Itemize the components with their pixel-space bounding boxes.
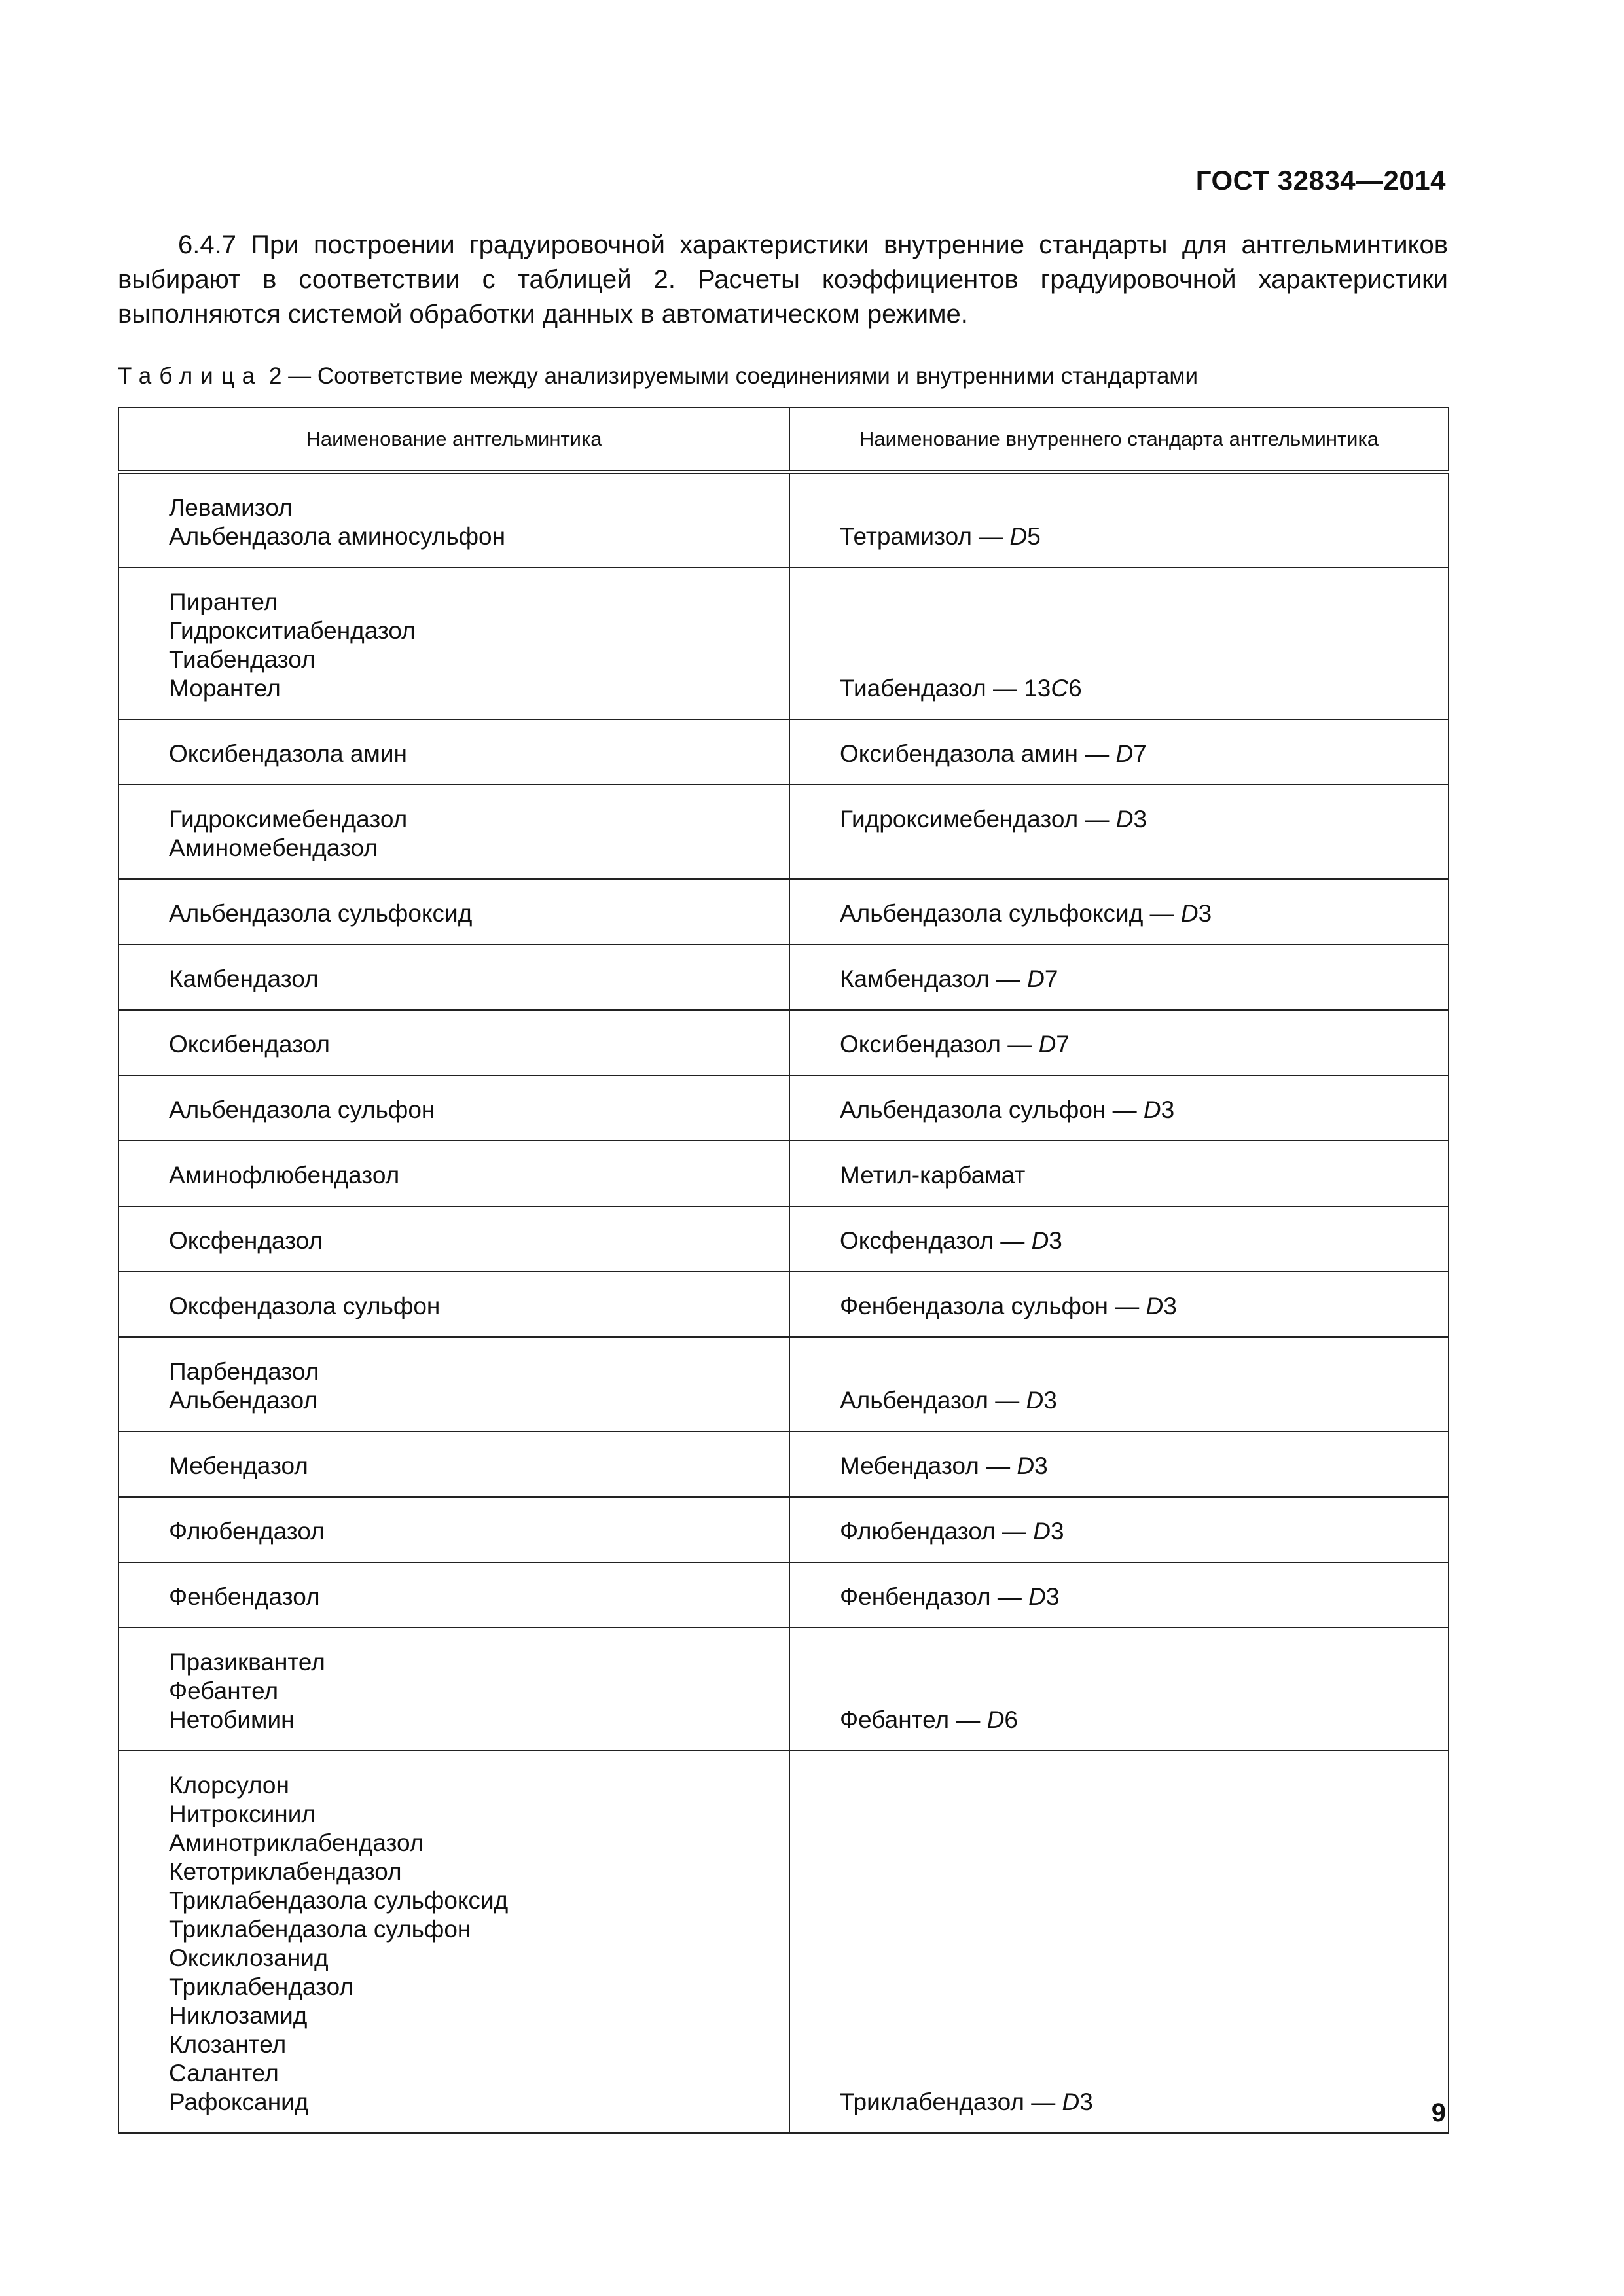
page-number: 9 (1431, 2098, 1446, 2127)
anthelmintic-name: Тиабендазол (169, 646, 316, 673)
anthelmintic-name: Рафоксанид (169, 2089, 309, 2115)
standard-isotope-label: D (1038, 1031, 1056, 1058)
internal-standard-name (840, 1452, 1435, 1480)
anthelmintic-name: Альбендазол (169, 1387, 317, 1414)
standard-isotope-label: D (1027, 965, 1045, 992)
internal-standard-cell (789, 1562, 1449, 1628)
standard-isotope-count: 3 (1133, 806, 1147, 833)
standard-isotope-label: D (1146, 1293, 1164, 1319)
table-row (118, 785, 1449, 879)
anthelmintic-cell (118, 1751, 789, 2133)
internal-standard-name (840, 1517, 1435, 1546)
table-row (118, 472, 1449, 567)
anthelmintic-cell (118, 1075, 789, 1141)
standard-base-text: Камбендазол — (840, 965, 1028, 992)
standard-isotope-count: 3 (1198, 900, 1212, 927)
internal-standard-name (840, 674, 1435, 703)
anthelmintic-cell (118, 1272, 789, 1337)
standard-isotope-label: D (1143, 1096, 1161, 1123)
anthelmintic-name: Салантел (169, 2060, 279, 2087)
standard-isotope-label: D (1115, 740, 1134, 767)
table-row (118, 879, 1449, 944)
internal-standard-cell (789, 1431, 1449, 1497)
internal-standard-name (840, 1096, 1435, 1124)
standard-base-text: Оксибендазола амин — (840, 740, 1116, 767)
anthelmintic-cell (118, 472, 789, 567)
anthelmintic-name: Нетобимин (169, 1706, 295, 1733)
standard-base-text: Альбендазола сульфон — (840, 1096, 1144, 1123)
table-row (118, 1431, 1449, 1497)
anthelmintic-name: Аминофлюбендазол (169, 1162, 400, 1189)
standard-base-text: Альбендазола сульфоксид — (840, 900, 1181, 927)
table-caption-label: Таблица (118, 363, 263, 389)
standard-designation: ГОСТ 32834—2014 (1195, 165, 1446, 196)
internal-standard-cell (789, 1628, 1449, 1751)
standard-isotope-count: 7 (1044, 965, 1058, 992)
anthelmintic-cell (118, 1010, 789, 1075)
table-caption-text: — Соответствие между анализируемыми соединениями и внутренними стандартами (288, 363, 1199, 389)
anthelmintic-cell (118, 719, 789, 785)
standard-base-text: Флюбендазол — (840, 1518, 1034, 1545)
anthelmintic-name: Альбендазола сульфон (169, 1096, 435, 1123)
standard-isotope-count: 3 (1050, 1518, 1064, 1545)
standard-isotope-count: 3 (1161, 1096, 1175, 1123)
standard-isotope-count: 6 (1004, 1706, 1018, 1733)
standard-base-text: Тетрамизол — (840, 523, 1010, 550)
anthelmintic-cell (118, 1431, 789, 1497)
table-row (118, 1010, 1449, 1075)
anthelmintic-name: Альбендазола сульфоксид (169, 900, 473, 927)
column-header-anthelmintic: Наименование антгельминтика (118, 408, 789, 472)
table-row (118, 1628, 1449, 1751)
standard-isotope-count: 3 (1163, 1293, 1177, 1319)
internal-standard-name (840, 522, 1435, 551)
anthelmintic-cell (118, 1337, 789, 1431)
table-row (118, 1075, 1449, 1141)
table-row (118, 1141, 1449, 1206)
table-row (118, 1206, 1449, 1272)
internal-standard-cell (789, 879, 1449, 944)
internal-standard-name (840, 899, 1435, 928)
anthelmintic-name: Кетотриклабендазол (169, 1858, 402, 1885)
anthelmintic-name: Флюбендазол (169, 1518, 325, 1545)
standard-base-text: Мебендазол — (840, 1452, 1017, 1479)
standard-base-text: Триклабендазол — (840, 2089, 1062, 2115)
standard-isotope-label: D (1009, 523, 1028, 550)
anthelmintic-name: Аминомебендазол (169, 834, 378, 861)
standard-isotope-count: 6 (1068, 675, 1082, 702)
column-header-internal-standard: Наименование внутреннего стандарта антгельминтика (789, 408, 1449, 472)
standard-isotope-count: 3 (1043, 1387, 1057, 1414)
internal-standard-cell (789, 944, 1449, 1010)
anthelmintic-name: Клорсулон (169, 1772, 289, 1799)
table-body (118, 472, 1449, 2133)
table-caption (118, 362, 1198, 391)
table-row (118, 1272, 1449, 1337)
table-caption-number: 2 (268, 363, 282, 389)
anthelmintic-name: Нитроксинил (169, 1801, 316, 1827)
paragraph-text: 6.4.7 При построении градуировочной характеристики внутренние стандарты для антгельминтиков выбирают в соответствии с таблицей 2. Расчеты коэффициентов градуировочной характеристики выполняются системой обработки данных в автоматическом режиме. (118, 230, 1448, 329)
anthelmintic-cell (118, 944, 789, 1010)
standard-isotope-count: 3 (1079, 2089, 1093, 2115)
anthelmintic-name: Аминотриклабендазол (169, 1829, 424, 1856)
standard-base-text: Оксфендазол — (840, 1227, 1032, 1254)
anthelmintic-cell (118, 567, 789, 719)
anthelmintic-cell (118, 1206, 789, 1272)
anthelmintic-name: Камбендазол (169, 965, 319, 992)
standard-isotope-label: D (1026, 1387, 1044, 1414)
standard-base-text: Фенбендазол — (840, 1583, 1029, 1610)
internal-standard-name (840, 1030, 1435, 1059)
anthelmintic-cell (118, 1497, 789, 1562)
standard-base-text: Оксибендазол — (840, 1031, 1039, 1058)
anthelmintic-name: Триклабендазола сульфон (169, 1916, 471, 1943)
internal-standard-cell (789, 1010, 1449, 1075)
internal-standard-cell (789, 1206, 1449, 1272)
anthelmintic-name: Клозантел (169, 2031, 287, 2058)
anthelmintic-name: Триклабендазол (169, 1973, 353, 2000)
internal-standard-name (840, 1292, 1435, 1321)
standard-isotope-count: 3 (1034, 1452, 1048, 1479)
standard-isotope-label: D (1028, 1583, 1046, 1610)
standard-base-text: Альбендазол — (840, 1387, 1026, 1414)
standard-base-text: Фенбендазола сульфон — (840, 1293, 1146, 1319)
internal-standard-cell (789, 1141, 1449, 1206)
anthelmintic-name: Фенбендазол (169, 1583, 320, 1610)
internal-standard-name (840, 1583, 1435, 1611)
anthelmintic-name: Фебантел (169, 1677, 279, 1704)
standard-isotope-count: 5 (1027, 523, 1041, 550)
internal-standard-cell (789, 1497, 1449, 1562)
standard-isotope-label: D (1115, 806, 1134, 833)
anthelmintic-name: Гидрокситиабендазол (169, 617, 416, 644)
anthelmintic-name: Оксибендазола амин (169, 740, 407, 767)
anthelmintic-name: Левамизол (169, 494, 293, 521)
table-header-row (118, 408, 1449, 472)
table-row (118, 1751, 1449, 2133)
standard-isotope-label: D (1180, 900, 1199, 927)
standard-base-text: Тиабендазол — 13 (840, 675, 1051, 702)
anthelmintic-name: Оксфендазол (169, 1227, 323, 1254)
anthelmintic-cell (118, 1562, 789, 1628)
anthelmintic-name: Альбендазола аминосульфон (169, 523, 506, 550)
anthelmintic-name: Триклабендазола сульфоксид (169, 1887, 509, 1914)
anthelmintic-name: Гидроксимебендазол (169, 806, 408, 833)
anthelmintic-cell (118, 1141, 789, 1206)
standard-base-text: Гидроксимебендазол — (840, 806, 1116, 833)
anthelmintic-name: Пирантел (169, 588, 278, 615)
internal-standard-name (840, 805, 1435, 834)
standard-base-text: Фебантел — (840, 1706, 987, 1733)
anthelmintic-name: Мебендазол (169, 1452, 308, 1479)
anthelmintic-cell (118, 1628, 789, 1751)
standards-table (118, 407, 1449, 2134)
internal-standard-cell (789, 1751, 1449, 2133)
table-row (118, 1337, 1449, 1431)
internal-standard-cell (789, 472, 1449, 567)
internal-standard-name (840, 2088, 1435, 2117)
internal-standard-name (840, 740, 1435, 768)
table-row (118, 567, 1449, 719)
standard-isotope-label: D (1031, 1227, 1049, 1254)
standard-isotope-count: 3 (1045, 1583, 1060, 1610)
standard-isotope-count: 7 (1056, 1031, 1070, 1058)
internal-standard-name (840, 1386, 1435, 1415)
table-row (118, 1497, 1449, 1562)
anthelmintic-name: Оксиклозанид (169, 1945, 329, 1971)
standard-isotope-label: D (1033, 1518, 1051, 1545)
internal-standard-name (840, 1706, 1435, 1734)
standard-isotope-label: D (986, 1706, 1005, 1733)
anthelmintic-name: Празиквантел (169, 1649, 325, 1676)
internal-standard-cell (789, 719, 1449, 785)
table-row (118, 1562, 1449, 1628)
standard-isotope-label: D (1017, 1452, 1035, 1479)
standard-isotope-label: C (1051, 675, 1069, 702)
standard-base-text: Метил-карбамат (840, 1162, 1026, 1189)
anthelmintic-name: Парбендазол (169, 1358, 319, 1385)
section-paragraph (118, 228, 1448, 332)
anthelmintic-cell (118, 785, 789, 879)
internal-standard-name (840, 1161, 1435, 1190)
standard-isotope-count: 7 (1133, 740, 1147, 767)
anthelmintic-name: Оксфендазола сульфон (169, 1293, 441, 1319)
standard-isotope-count: 3 (1049, 1227, 1062, 1254)
table-row (118, 719, 1449, 785)
internal-standard-cell (789, 1337, 1449, 1431)
anthelmintic-name: Оксибендазол (169, 1031, 330, 1058)
standard-isotope-label: D (1062, 2089, 1080, 2115)
anthelmintic-name: Морантел (169, 675, 281, 702)
internal-standard-cell (789, 1075, 1449, 1141)
internal-standard-cell (789, 567, 1449, 719)
internal-standard-name (840, 965, 1435, 994)
internal-standard-name (840, 1227, 1435, 1255)
anthelmintic-name: Никлозамид (169, 2002, 308, 2029)
table-row (118, 944, 1449, 1010)
internal-standard-cell (789, 1272, 1449, 1337)
anthelmintic-cell (118, 879, 789, 944)
internal-standard-cell (789, 785, 1449, 879)
